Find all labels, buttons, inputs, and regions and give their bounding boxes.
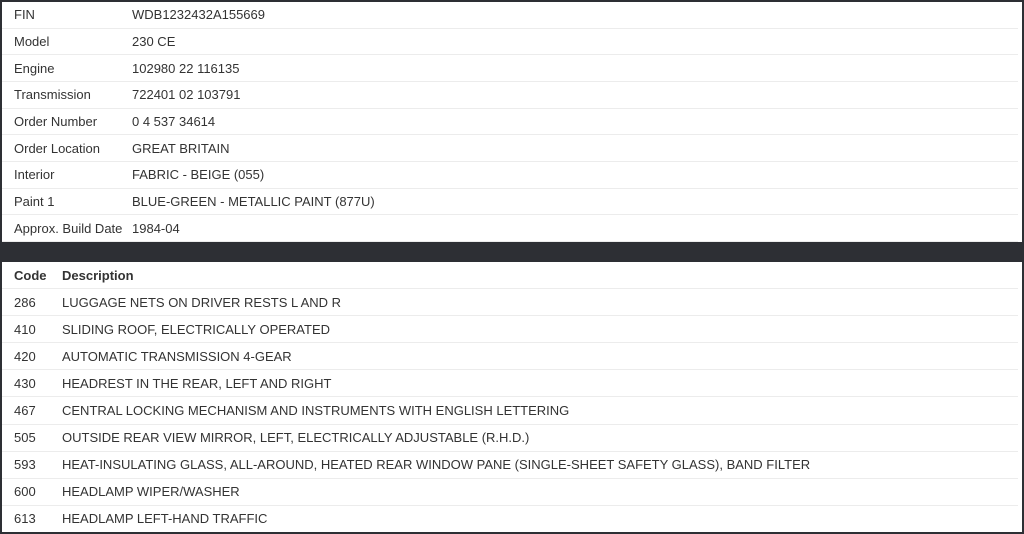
- spec-value: WDB1232432A155669: [132, 7, 265, 23]
- option-row-505: [2, 425, 1018, 452]
- spec-value: 102980 22 116135: [132, 60, 240, 76]
- option-codes-table: [0, 262, 1024, 534]
- spec-row-fin: [2, 2, 1018, 29]
- spec-label: Paint 1: [14, 194, 55, 210]
- option-description: CENTRAL LOCKING MECHANISM AND INSTRUMENTS WITH ENGLISH LETTERING: [62, 403, 570, 419]
- option-row-613: [2, 506, 1018, 532]
- spec-row-transmission: [2, 82, 1018, 109]
- option-row-410: [2, 316, 1018, 343]
- option-code: 410: [14, 321, 36, 337]
- option-description: LUGGAGE NETS ON DRIVER RESTS L AND R: [62, 294, 342, 310]
- option-description: AUTOMATIC TRANSMISSION 4-GEAR: [62, 348, 292, 364]
- spec-value: 1984-04: [132, 220, 180, 236]
- spec-row-interior: [2, 162, 1018, 189]
- option-description: SLIDING ROOF, ELECTRICALLY OPERATED: [62, 321, 331, 337]
- option-description: HEADLAMP LEFT-HAND TRAFFIC: [62, 511, 268, 527]
- option-row-467: [2, 397, 1018, 424]
- option-row-593: [2, 452, 1018, 479]
- option-description: HEADLAMP WIPER/WASHER: [62, 484, 240, 500]
- spec-label: Interior: [14, 167, 55, 183]
- option-code: 467: [14, 403, 36, 419]
- spec-label: Order Number: [14, 114, 98, 130]
- option-description: OUTSIDE REAR VIEW MIRROR, LEFT, ELECTRICALLY ADJUSTABLE (R.H.D.): [62, 430, 530, 446]
- spec-row-order-number: [2, 109, 1018, 136]
- option-row-430: [2, 370, 1018, 397]
- option-code: 600: [14, 484, 36, 500]
- spec-value: GREAT BRITAIN: [132, 140, 230, 156]
- spec-value: 0 4 537 34614: [132, 114, 216, 130]
- option-row-420: [2, 343, 1018, 370]
- option-description: HEADREST IN THE REAR, LEFT AND RIGHT: [62, 375, 332, 391]
- spec-row-engine: [2, 55, 1018, 82]
- spec-row-build-date: [2, 215, 1018, 242]
- spec-label: Order Location: [14, 140, 100, 156]
- code-column-header: Code: [14, 267, 47, 283]
- option-code: 613: [14, 511, 36, 527]
- spec-label: Engine: [14, 60, 55, 76]
- option-description: HEAT-INSULATING GLASS, ALL-AROUND, HEATED REAR WINDOW PANE (SINGLE-SHEET SAFETY GLASS), BAND FILTER: [62, 457, 811, 473]
- spec-row-model: [2, 29, 1018, 56]
- vehicle-spec-table: [0, 0, 1024, 242]
- spec-value: FABRIC - BEIGE (055): [132, 167, 265, 183]
- options-header-row: [2, 262, 1018, 289]
- option-code: 286: [14, 294, 36, 310]
- spec-label: Approx. Build Date: [14, 220, 123, 236]
- spec-row-paint: [2, 189, 1018, 216]
- spec-label: FIN: [14, 7, 35, 23]
- spec-row-order-location: [2, 135, 1018, 162]
- spec-value: 722401 02 103791: [132, 87, 241, 103]
- spec-label: Model: [14, 34, 50, 49]
- option-code: 505: [14, 430, 36, 446]
- spec-value: BLUE-GREEN - METALLIC PAINT (877U): [132, 194, 375, 210]
- description-column-header: Description: [62, 267, 134, 283]
- spec-value: 230 CE: [132, 34, 176, 49]
- option-code: 593: [14, 457, 36, 473]
- option-row-286: [2, 289, 1018, 316]
- spec-label: Transmission: [14, 87, 91, 103]
- option-code: 430: [14, 375, 36, 391]
- option-code: 420: [14, 348, 36, 364]
- option-row-600: [2, 479, 1018, 506]
- section-divider: [0, 242, 1024, 262]
